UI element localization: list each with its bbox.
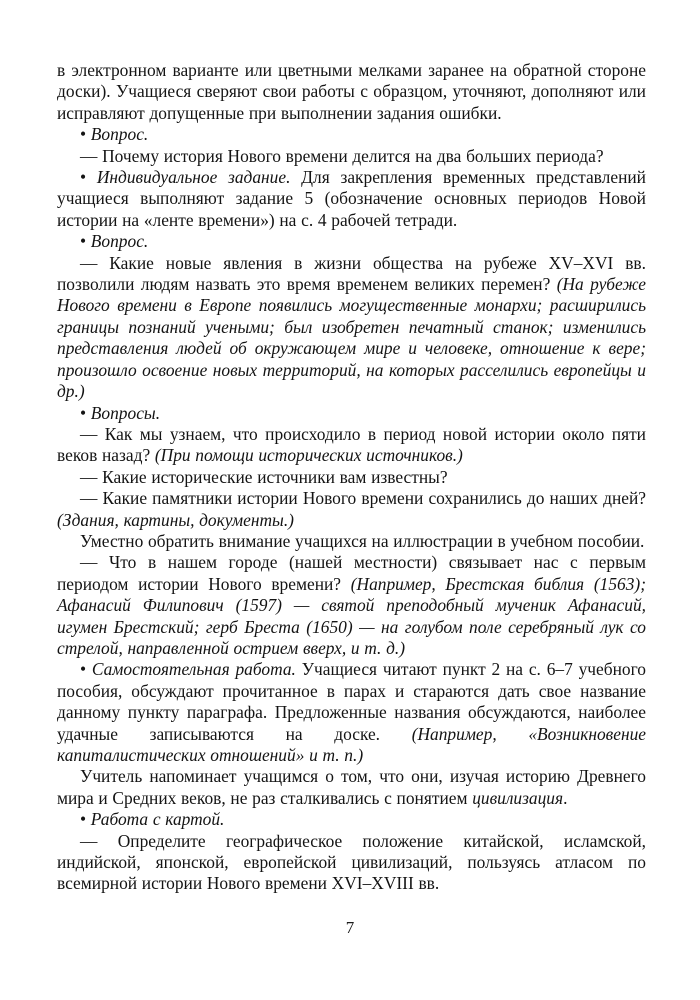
paragraph (57, 167, 646, 231)
page-number: 7 (345, 918, 355, 937)
text-run-italic: Вопросы. (90, 402, 161, 423)
text-run: — Что в нашем городе (нашей местности) связывает нас с первым периодом истории Нового времени? (57, 552, 646, 594)
paragraph (57, 552, 646, 659)
text-run: Учащиеся читают пункт 2 на с. 6–7 учебного пособия, обсуждают прочитанное в парах и стараются дать свое название данному пункту параграфа. Предложенные названия обсуждаются, наиболее удачные записываются на доске. (57, 659, 646, 744)
text-run: — Какие новые явления в жизни общества на рубеже XV–XVI вв. позволили людям назвать это время временем великих перемен? (57, 252, 646, 295)
text-run-italic: Вопрос. (90, 231, 149, 252)
paragraph (57, 467, 646, 488)
paragraph (57, 124, 646, 145)
text-run: • (80, 659, 92, 680)
text-run-italic: (Здания, картины, документы.) (57, 509, 294, 530)
text-run-italic: Работа с картой. (90, 809, 225, 830)
paragraph (57, 488, 646, 531)
text-run: — Почему история Нового времени делится на два больших периода? (80, 145, 604, 166)
paragraph (57, 809, 646, 830)
text-run: . (563, 787, 568, 808)
text-run: • (80, 402, 91, 423)
text-run: • (80, 124, 91, 145)
paragraph (57, 659, 646, 766)
paragraph (57, 424, 646, 467)
paragraph (57, 531, 646, 552)
text-run-italic: Индивидуальное задание. (96, 167, 291, 188)
page-text (57, 60, 646, 895)
paragraph (57, 766, 646, 809)
text-run-italic: (На рубеже Нового времени в Европе появились могущественные монархи; расширились границы познаний учеными; был изобретен печатный станок; изменились представления людей об окружающем мире и человеке, отношение к вере; произошло освоение новых территорий, на которых расселились европейцы и др.) (57, 274, 647, 402)
text-run-italic: (Например, Брестская библия (1563); Афанасий Филипович (1597) — святой преподобный мученик Афанасий, игумен Брестский; герб Бреста (1650) — на голубом поле серебряный лук со стрелой, направленной острием вверх, и т. д.) (57, 573, 646, 658)
text-run-italic: Вопрос. (90, 124, 149, 145)
text-run: — Как мы узнаем, что происходило в период новой истории около пяти веков назад? (57, 423, 646, 466)
text-run: • (80, 809, 91, 830)
text-run-italic: (При помощи исторических источников.) (154, 445, 463, 466)
paragraph (57, 831, 646, 895)
paragraph (57, 231, 646, 252)
text-run: • (80, 231, 91, 252)
text-run-italic: цивилизация (472, 787, 564, 808)
text-run: — Какие исторические источники вам известны? (80, 466, 448, 487)
text-run: в электронном варианте или цветными мелками заранее на обратной стороне доски). Учащиеся сверяют свои работы с образцом, уточняют, дополняют или исправляют допущенные при выполнении задания ошибки. (57, 60, 646, 123)
text-run: Уместно обратить внимание учащихся на иллюстрации в учебном пособии. (80, 530, 645, 551)
paragraph (57, 253, 646, 403)
paragraph (57, 403, 646, 424)
text-run-italic: Самостоятельная работа. (91, 659, 296, 680)
paragraph (57, 60, 646, 124)
paragraph (57, 146, 646, 167)
text-run: Учитель напоминает учащимся о том, что они, изучая историю Древнего мира и Средних веков, не раз сталкивались с понятием (57, 766, 646, 808)
text-run: — Какие памятники истории Нового времени сохранились до наших дней? (80, 488, 646, 509)
text-run: Для закрепления временных представлений учащиеся выполняют задание 5 (обозначение основных периодов Новой истории на «ленте времени») на с. 4 рабочей тетради. (57, 167, 646, 230)
text-run-italic: (Например, «Возникновение капиталистических отношений» и т. п.) (57, 723, 646, 765)
text-run: — Определите географическое положение китайской, исламской, индийской, японской, европейской цивилизаций, пользуясь атласом по всемирной истории Нового времени XVI–XVIII вв. (57, 830, 646, 894)
text-run: • (80, 167, 97, 188)
